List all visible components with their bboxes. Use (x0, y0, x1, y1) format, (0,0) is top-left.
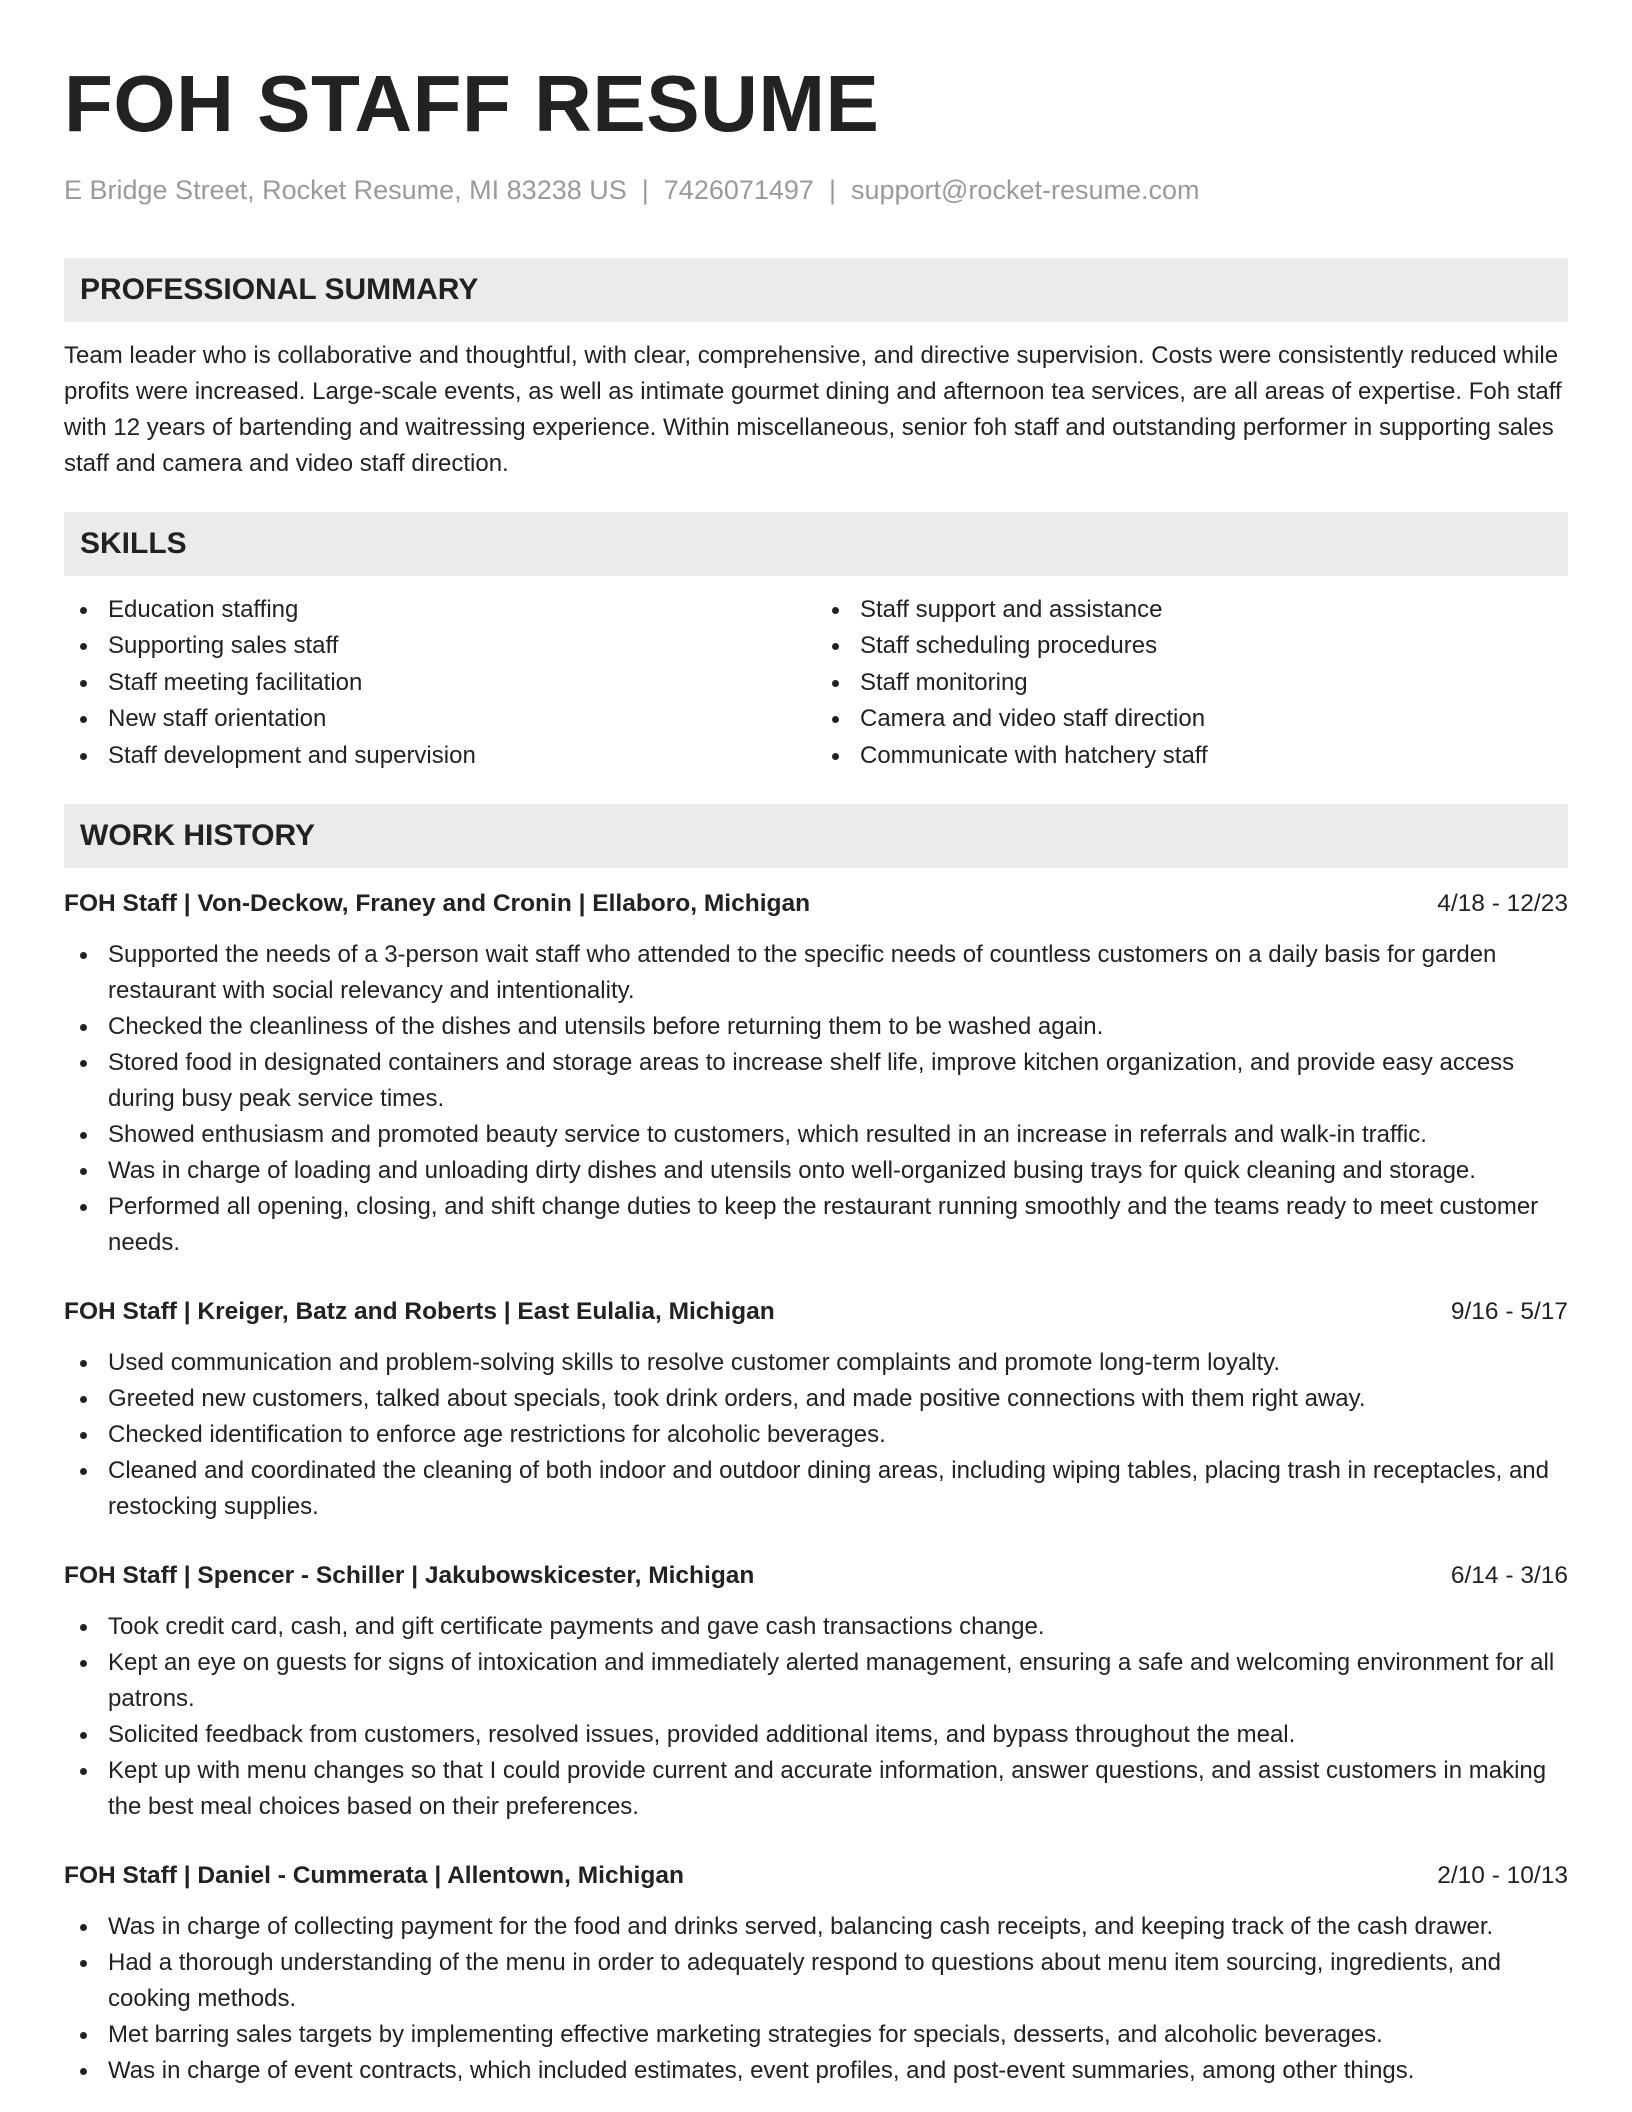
job-entry (64, 1294, 1568, 1525)
job-bullet: Cleaned and coordinated the cleaning of both indoor and outdoor dining areas, including wiping tables, placing trash in receptacles, and restocking supplies. (64, 1453, 1568, 1525)
job-bullet-list (64, 937, 1568, 1261)
job-bullet: Was in charge of event contracts, which included estimates, event profiles, and post-event summaries, among other things. (64, 2053, 1568, 2089)
job-bullet: Showed enthusiasm and promoted beauty service to customers, which resulted in an increase in referrals and walk-in traffic. (64, 1117, 1568, 1153)
job-dates: 4/18 - 12/23 (1437, 890, 1568, 918)
job-bullet: Kept up with menu changes so that I could provide current and accurate information, answer questions, and assist customers in making the best meal choices based on their preferences. (64, 1753, 1568, 1825)
job-title: FOH Staff | Spencer - Schiller | Jakubowskicester, Michigan (64, 1562, 755, 1590)
job-entry (64, 1558, 1568, 1825)
skill-item: Staff monitoring (816, 665, 1568, 701)
job-bullet: Kept an eye on guests for signs of intoxication and immediately alerted management, ensuring a safe and welcoming environment for all patrons. (64, 1645, 1568, 1717)
skill-item: Staff meeting facilitation (64, 665, 816, 701)
job-bullet-list (64, 1909, 1568, 2089)
job-bullet: Checked the cleanliness of the dishes and utensils before returning them to be washed again. (64, 1009, 1568, 1045)
job-bullet: Performed all opening, closing, and shift change duties to keep the restaurant running smoothly and the teams ready to meet customer needs. (64, 1189, 1568, 1261)
job-bullet-list (64, 1345, 1568, 1525)
contact-email: support@rocket-resume.com (850, 175, 1200, 205)
job-bullet-list (64, 1609, 1568, 1825)
section-header-skills: SKILLS (64, 512, 1568, 576)
job-title: FOH Staff | Daniel - Cummerata | Allentown, Michigan (64, 1862, 684, 1890)
job-title: FOH Staff | Kreiger, Batz and Roberts | East Eulalia, Michigan (64, 1298, 775, 1326)
skill-item: New staff orientation (64, 701, 816, 737)
skill-item: Staff support and assistance (816, 592, 1568, 628)
job-title: FOH Staff | Von-Deckow, Franey and Cronin | Ellaboro, Michigan (64, 890, 811, 918)
job-bullet: Greeted new customers, talked about specials, took drink orders, and made positive connections with them right away. (64, 1381, 1568, 1417)
job-entry (64, 1858, 1568, 2089)
job-bullet: Met barring sales targets by implementing effective marketing strategies for specials, desserts, and alcoholic beverages. (64, 2017, 1568, 2053)
job-bullet: Was in charge of collecting payment for the food and drinks served, balancing cash receipts, and keeping track of the cash drawer. (64, 1909, 1568, 1945)
resume-title: FOH STAFF RESUME (64, 59, 880, 148)
job-bullet: Had a thorough understanding of the menu in order to adequately respond to questions about menu item sourcing, ingredients, and cooking methods. (64, 1945, 1568, 2017)
job-bullet: Supported the needs of a 3-person wait staff who attended to the specific needs of countless customers on a daily basis for garden restaurant with social relevancy and intentionality. (64, 937, 1568, 1009)
skill-item: Camera and video staff direction (816, 701, 1568, 737)
job-bullet: Used communication and problem-solving skills to resolve customer complaints and promote long-term loyalty. (64, 1345, 1568, 1381)
job-dates: 6/14 - 3/16 (1450, 1562, 1568, 1590)
contact-line (64, 172, 1568, 208)
job-header (64, 1294, 1568, 1330)
skills-column-left (64, 592, 816, 774)
work-history-list (64, 886, 1568, 2089)
section-header-professional-summary: PROFESSIONAL SUMMARY (64, 258, 1568, 322)
skill-item: Staff scheduling procedures (816, 628, 1568, 664)
skills-grid (64, 592, 1568, 774)
contact-separator: | (641, 175, 649, 205)
skill-item: Supporting sales staff (64, 628, 816, 664)
job-dates: 9/16 - 5/17 (1450, 1298, 1568, 1326)
job-bullet: Solicited feedback from customers, resolved issues, provided additional items, and bypass throughout the meal. (64, 1717, 1568, 1753)
skill-item: Communicate with hatchery staff (816, 738, 1568, 774)
job-dates: 2/10 - 10/13 (1437, 1862, 1568, 1890)
contact-separator: | (828, 175, 836, 205)
contact-address: E Bridge Street, Rocket Resume, MI 83238 US (64, 175, 627, 205)
skill-item: Staff development and supervision (64, 738, 816, 774)
skills-column-right (816, 592, 1568, 774)
professional-summary-text: Team leader who is collaborative and thoughtful, with clear, comprehensive, and directive supervision. Costs were consistently reduced while profits were increased. Large-scale events, as well as intimate gourmet dining and afternoon tea services, are all areas of expertise. Foh staff with 12 years of bartending and waitressing experience. Within miscellaneous, senior foh staff and outstanding performer in supporting sales staff and camera and video staff direction. (64, 342, 1562, 477)
contact-phone: 7426071497 (663, 175, 814, 205)
job-bullet: Checked identification to enforce age restrictions for alcoholic beverages. (64, 1417, 1568, 1453)
job-entry (64, 886, 1568, 1261)
job-bullet: Was in charge of loading and unloading dirty dishes and utensils onto well-organized busing trays for quick cleaning and storage. (64, 1153, 1568, 1189)
job-header (64, 1558, 1568, 1594)
skill-item: Education staffing (64, 592, 816, 628)
job-header (64, 886, 1568, 922)
job-bullet: Took credit card, cash, and gift certificate payments and gave cash transactions change. (64, 1609, 1568, 1645)
job-bullet: Stored food in designated containers and storage areas to increase shelf life, improve kitchen organization, and provide easy access during busy peak service times. (64, 1045, 1568, 1117)
section-header-work-history: WORK HISTORY (64, 804, 1568, 868)
job-header (64, 1858, 1568, 1894)
